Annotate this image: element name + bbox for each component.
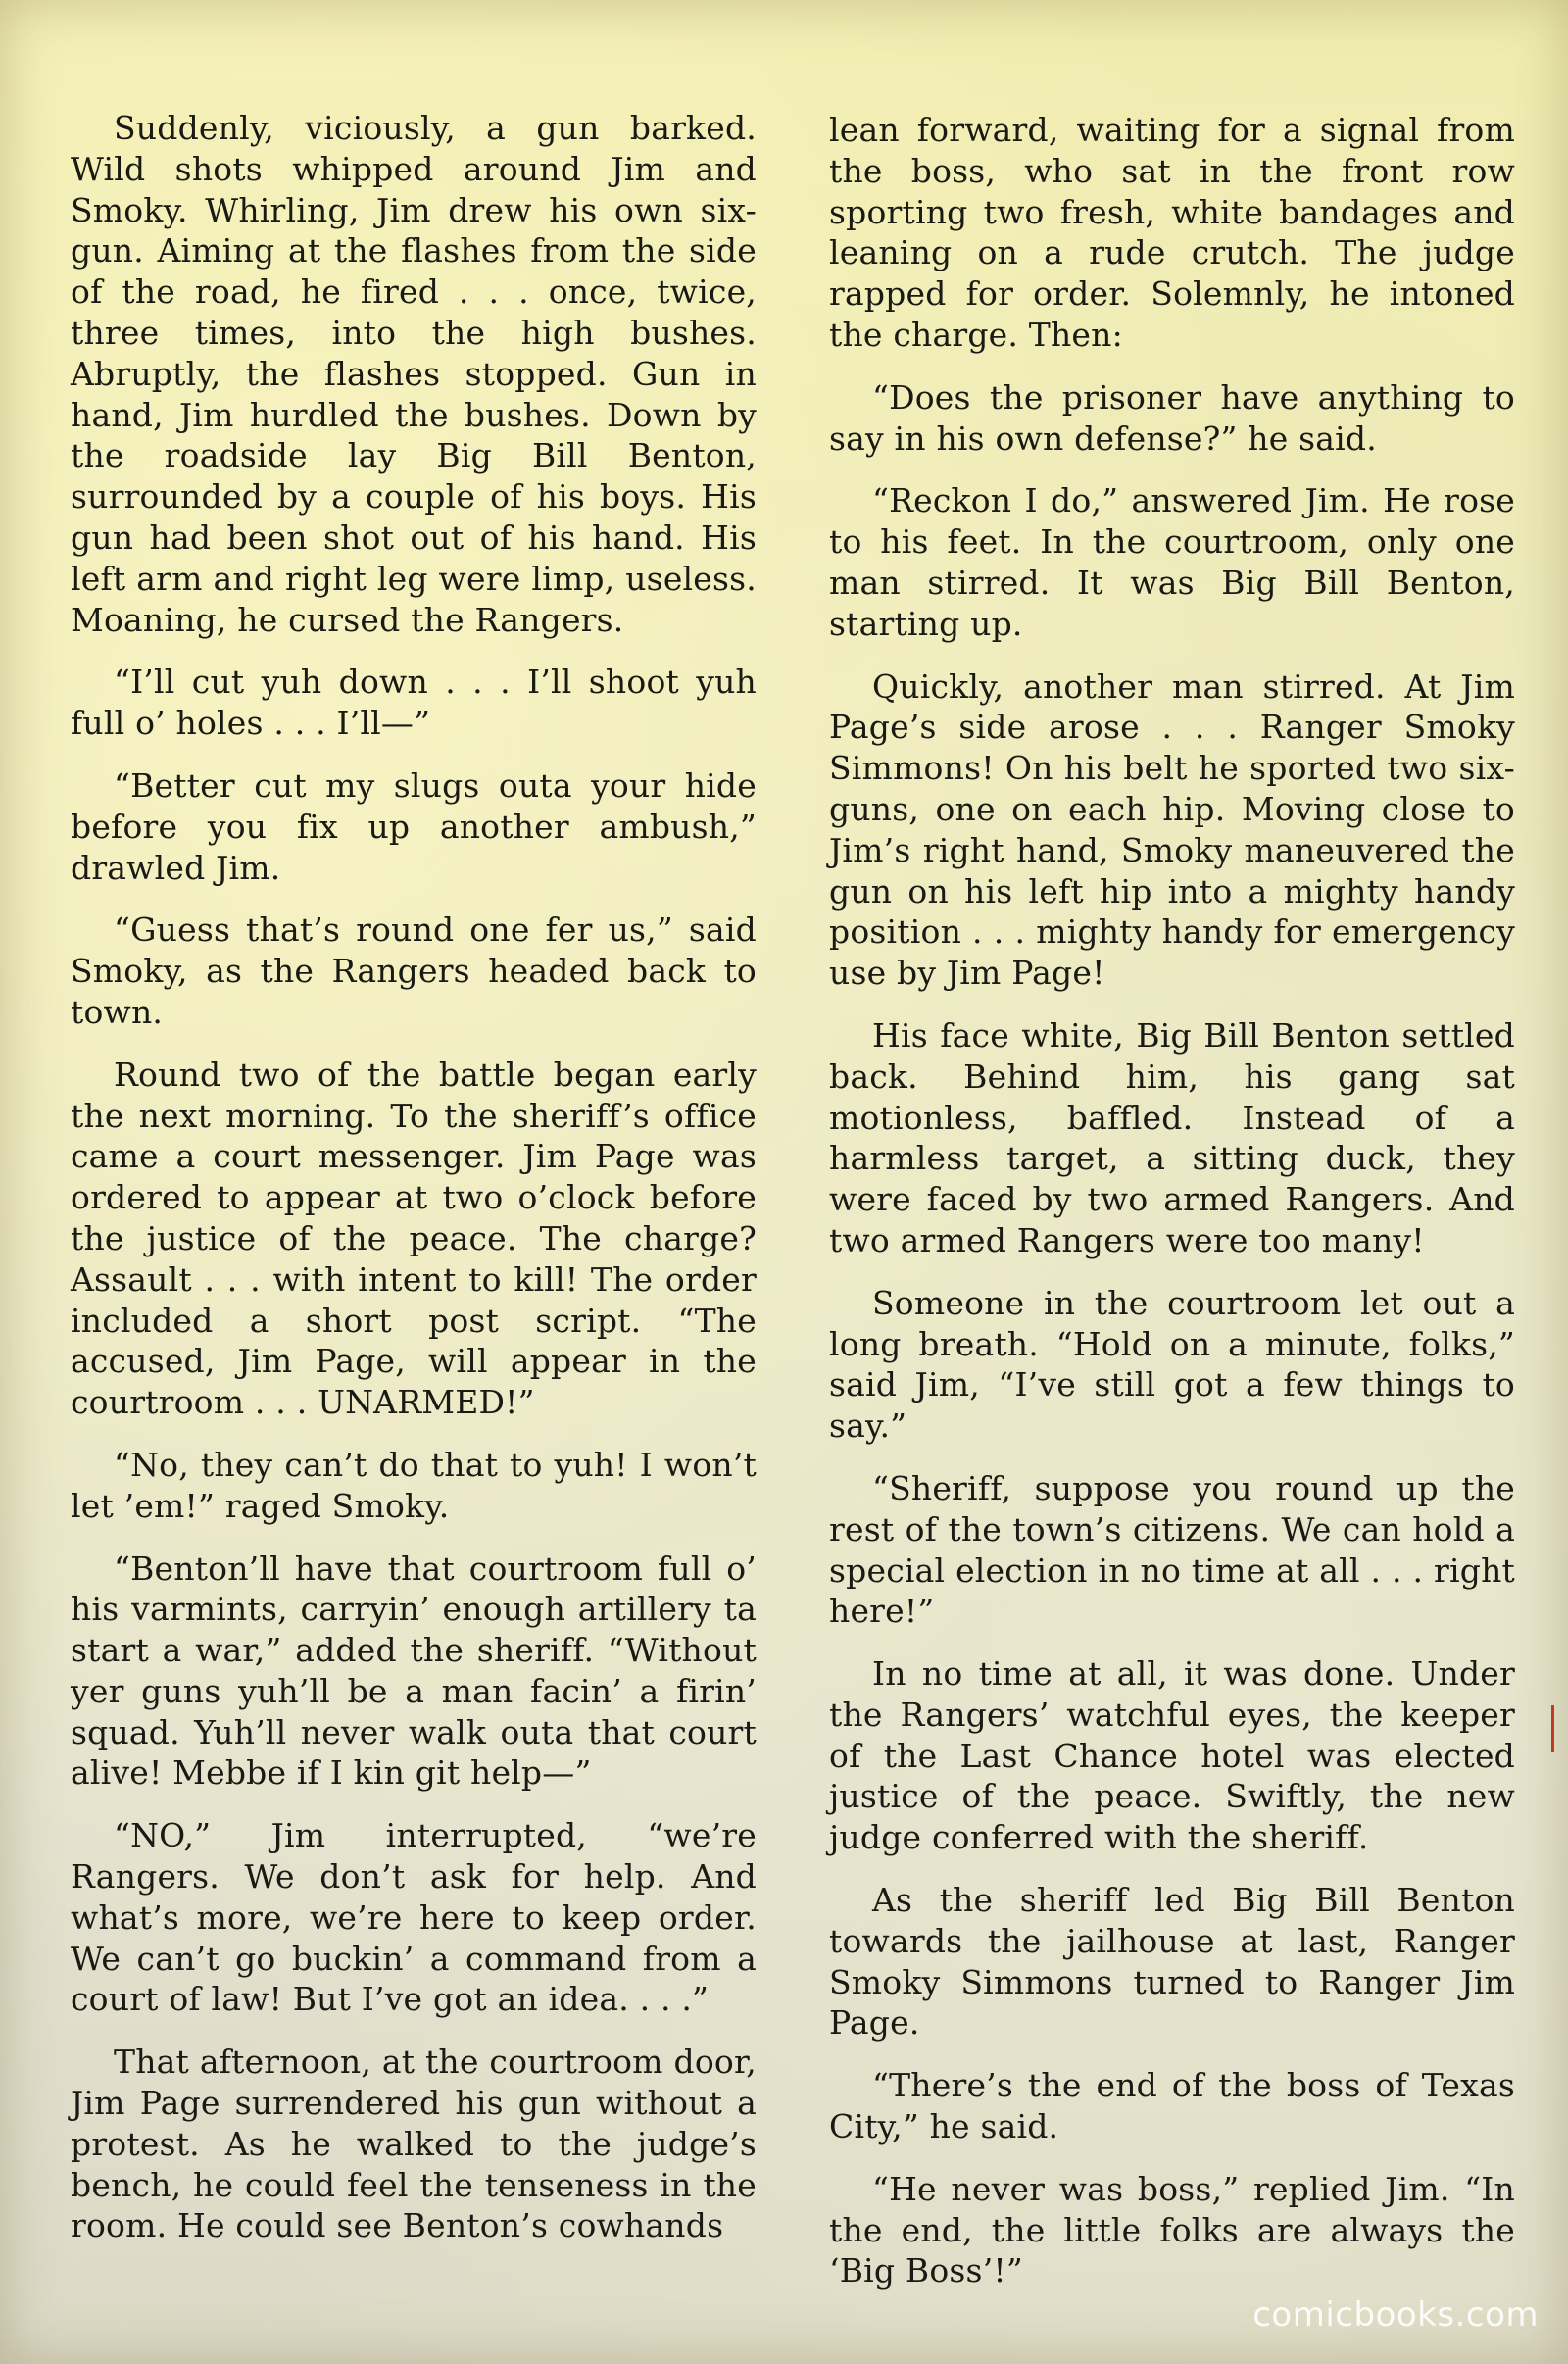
watermark: comicbooks.com xyxy=(1252,2295,1539,2335)
left-column xyxy=(71,108,757,2268)
paragraph: “Does the prisoner have anything to say in his own defense?” he said. xyxy=(829,377,1515,458)
paragraph: That afternoon, at the courtroom door, Jim Page surrendered his gun without a protest. As he walked to the judge’s bench, he could feel the tenseness in the room. He could see Benton’s cowhands xyxy=(71,2043,757,2245)
right-column xyxy=(829,110,1515,2313)
paragraph: “Guess that’s round one fer us,” said Smoky, as the Rangers headed back to town. xyxy=(71,911,757,1031)
paragraph: Someone in the courtroom let out a long breath. “Hold on a minute, folks,” said Jim, “I’ve still got a few things to say.” xyxy=(829,1283,1515,1446)
paragraph: “Better cut my slugs outa your hide before you fix up another ambush,” drawled Jim. xyxy=(71,765,757,887)
paragraph: “No, they can’t do that to yuh! I won’t let ’em!” raged Smoky. xyxy=(71,1445,757,1525)
edge-mark xyxy=(1551,1705,1554,1752)
paragraph: “I’ll cut yuh down . . . I’ll shoot yuh full o’ holes . . . I’ll—” xyxy=(71,663,757,743)
paragraph: Quickly, another man stirred. At Jim Page’s side arose . . . Ranger Smoky Simmons! On his belt he sported two six-guns, one on each hip. Moving close to Jim’s right hand, Smoky maneuvered the gun on his left hip into a mighty handy position . . . mighty handy for emergency use by Jim Page! xyxy=(829,666,1515,993)
paragraph: “Benton’ll have that courtroom full o’ his varmints, carryin’ enough artillery ta start a war,” added the sheriff. “Without yer guns yuh’ll be a man facin’ a firin’ squad. Yuh’ll never walk outa that court alive! Mebbe if I kin git help—” xyxy=(71,1549,757,1793)
paragraph: “NO,” Jim interrupted, “we’re Rangers. We don’t ask for help. And what’s more, we’re here to keep order. We can’t go buckin’ a command from a court of law! But I’ve got an idea. . . .” xyxy=(71,1816,757,2019)
paragraph: Round two of the battle began early the next morning. To the sheriff’s office came a court messenger. Jim Page was ordered to appear at two o’clock before the justice of the peace. The charge? Assault . . . with intent to kill! The order included a short post script. “The accused, Jim Page, will appear in the courtroom . . . UNARMED!” xyxy=(71,1055,757,1422)
paragraph: lean forward, waiting for a signal from the boss, who sat in the front row sporting two fresh, white bandages and leaning on a rude crutch. The judge rapped for order. Solemnly, he intoned the charge. Then: xyxy=(829,111,1515,354)
paragraph: His face white, Big Bill Benton settled back. Behind him, his gang sat motionless, baffled. Instead of a harmless target, a sitting duck, they were faced by two armed Rangers. And two armed Rangers were too many! xyxy=(829,1015,1515,1259)
paragraph: “Reckon I do,” answered Jim. He rose to his feet. In the courtroom, only one man stirred. It was Big Bill Benton, starting up. xyxy=(829,481,1515,643)
paragraph: As the sheriff led Big Bill Benton towards the jailhouse at last, Ranger Smoky Simmons turned to Ranger Jim Page. xyxy=(829,1881,1515,2043)
paragraph: Suddenly, viciously, a gun barked. Wild shots whipped around Jim and Smoky. Whirling, Jim drew his own six-gun. Aiming at the flashes from the side of the road, he fired . . . once, twice, three times, into the high bushes. Abruptly, the flashes stopped. Gun in hand, Jim hurdled the bushes. Down by the roadside lay Big Bill Benton, surrounded by a couple of his boys. His gun had been shot out of his hand. His left arm and right leg were limp, useless. Moaning, he cursed the Rangers. xyxy=(71,109,757,639)
paragraph: “He never was boss,” replied Jim. “In the end, the little folks are always the ‘Big Boss’!” xyxy=(829,2169,1515,2290)
paragraph: “There’s the end of the boss of Texas City,” he said. xyxy=(829,2066,1515,2146)
paragraph: In no time at all, it was done. Under the Rangers’ watchful eyes, the keeper of the Last Chance hotel was elected justice of the peace. Swiftly, the new judge conferred with the sheriff. xyxy=(829,1654,1515,1857)
paragraph: “Sheriff, suppose you round up the rest of the town’s citizens. We can hold a special election in no time at all . . . right here!” xyxy=(829,1468,1515,1631)
